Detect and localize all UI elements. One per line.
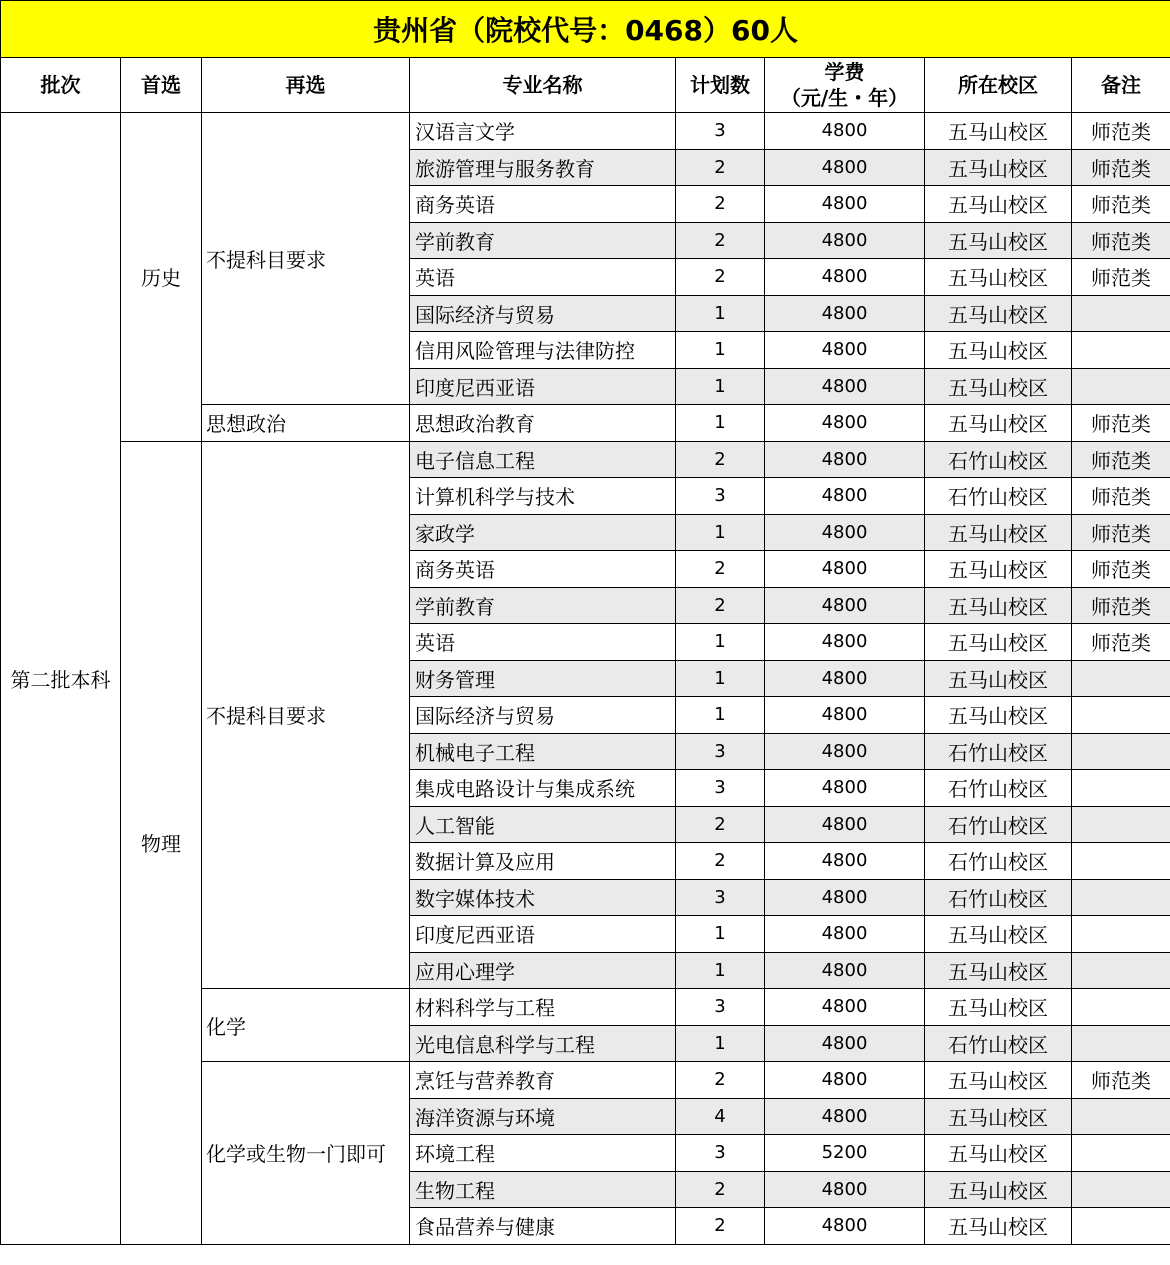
campus-name: 五马山校区 — [925, 624, 1072, 661]
plan-count: 1 — [676, 624, 765, 661]
note-text — [1072, 1098, 1170, 1135]
note-text — [1072, 660, 1170, 697]
campus-name: 石竹山校区 — [925, 770, 1072, 807]
header-tuition-line1: 学费 — [824, 60, 865, 84]
note-text — [1072, 989, 1170, 1026]
campus-name: 石竹山校区 — [925, 441, 1072, 478]
campus-name: 石竹山校区 — [925, 1025, 1072, 1062]
header-major: 专业名称 — [410, 58, 676, 113]
note-text: 师范类 — [1072, 186, 1170, 223]
campus-name: 五马山校区 — [925, 1098, 1072, 1135]
plan-count: 1 — [676, 916, 765, 953]
plan-count: 3 — [676, 770, 765, 807]
major-name: 旅游管理与服务教育 — [410, 149, 676, 186]
note-text: 师范类 — [1072, 514, 1170, 551]
note-text — [1072, 733, 1170, 770]
major-name: 光电信息科学与工程 — [410, 1025, 676, 1062]
major-name: 英语 — [410, 624, 676, 661]
second-choice-history-none: 不提科目要求 — [202, 113, 410, 405]
tuition-value: 4800 — [765, 1098, 925, 1135]
plan-count: 1 — [676, 332, 765, 369]
note-text: 师范类 — [1072, 441, 1170, 478]
campus-name: 五马山校区 — [925, 587, 1072, 624]
table-row — [1, 441, 1170, 478]
campus-name: 五马山校区 — [925, 149, 1072, 186]
plan-count: 2 — [676, 222, 765, 259]
plan-count: 2 — [676, 1171, 765, 1208]
note-text — [1072, 1025, 1170, 1062]
table-row — [1, 113, 1170, 150]
header-row — [1, 58, 1170, 113]
tuition-value: 4800 — [765, 368, 925, 405]
plan-count: 1 — [676, 295, 765, 332]
note-text: 师范类 — [1072, 478, 1170, 515]
note-text — [1072, 1208, 1170, 1245]
campus-name: 五马山校区 — [925, 660, 1072, 697]
major-name: 电子信息工程 — [410, 441, 676, 478]
header-note: 备注 — [1072, 58, 1170, 113]
tuition-value: 4800 — [765, 587, 925, 624]
plan-count: 4 — [676, 1098, 765, 1135]
note-text: 师范类 — [1072, 113, 1170, 150]
note-text: 师范类 — [1072, 259, 1170, 296]
major-name: 人工智能 — [410, 806, 676, 843]
header-first-choice: 首选 — [121, 58, 202, 113]
major-name: 应用心理学 — [410, 952, 676, 989]
tuition-value: 4800 — [765, 186, 925, 223]
tuition-value: 4800 — [765, 952, 925, 989]
major-name: 英语 — [410, 259, 676, 296]
tuition-value: 4800 — [765, 149, 925, 186]
plan-count: 2 — [676, 551, 765, 588]
tuition-value: 4800 — [765, 916, 925, 953]
plan-count: 1 — [676, 660, 765, 697]
major-name: 国际经济与贸易 — [410, 295, 676, 332]
note-text — [1072, 952, 1170, 989]
plan-count: 2 — [676, 1208, 765, 1245]
note-text: 师范类 — [1072, 149, 1170, 186]
campus-name: 五马山校区 — [925, 551, 1072, 588]
first-choice-physics: 物理 — [121, 441, 202, 1244]
note-text — [1072, 1171, 1170, 1208]
note-text: 师范类 — [1072, 222, 1170, 259]
campus-name: 五马山校区 — [925, 514, 1072, 551]
major-name: 印度尼西亚语 — [410, 916, 676, 953]
tuition-value: 4800 — [765, 478, 925, 515]
tuition-value: 4800 — [765, 514, 925, 551]
plan-count: 2 — [676, 186, 765, 223]
plan-count: 1 — [676, 368, 765, 405]
note-text — [1072, 916, 1170, 953]
major-name: 机械电子工程 — [410, 733, 676, 770]
major-name: 学前教育 — [410, 587, 676, 624]
note-text: 师范类 — [1072, 551, 1170, 588]
campus-name: 石竹山校区 — [925, 733, 1072, 770]
campus-name: 五马山校区 — [925, 697, 1072, 734]
campus-name: 五马山校区 — [925, 295, 1072, 332]
major-name: 汉语言文学 — [410, 113, 676, 150]
header-plan: 计划数 — [676, 58, 765, 113]
plan-count: 3 — [676, 113, 765, 150]
second-choice-chemistry: 化学 — [202, 989, 410, 1062]
plan-count: 1 — [676, 514, 765, 551]
tuition-value: 4800 — [765, 259, 925, 296]
major-name: 生物工程 — [410, 1171, 676, 1208]
tuition-value: 5200 — [765, 1135, 925, 1172]
tuition-value: 4800 — [765, 660, 925, 697]
tuition-value: 4800 — [765, 1025, 925, 1062]
batch-cell: 第二批本科 — [1, 113, 121, 1245]
tuition-value: 4800 — [765, 770, 925, 807]
tuition-value: 4800 — [765, 1062, 925, 1099]
plan-count: 3 — [676, 478, 765, 515]
header-tuition — [765, 58, 925, 113]
tuition-value: 4800 — [765, 551, 925, 588]
major-name: 海洋资源与环境 — [410, 1098, 676, 1135]
plan-count: 2 — [676, 1062, 765, 1099]
major-name: 商务英语 — [410, 551, 676, 588]
major-name: 食品营养与健康 — [410, 1208, 676, 1245]
table-body — [1, 113, 1170, 1245]
campus-name: 石竹山校区 — [925, 806, 1072, 843]
campus-name: 五马山校区 — [925, 405, 1072, 442]
plan-count: 1 — [676, 952, 765, 989]
plan-count: 3 — [676, 989, 765, 1026]
second-choice-physics-none: 不提科目要求 — [202, 441, 410, 989]
major-name: 国际经济与贸易 — [410, 697, 676, 734]
campus-name: 五马山校区 — [925, 368, 1072, 405]
major-name: 财务管理 — [410, 660, 676, 697]
major-name: 商务英语 — [410, 186, 676, 223]
plan-count: 1 — [676, 697, 765, 734]
note-text — [1072, 332, 1170, 369]
campus-name: 五马山校区 — [925, 1208, 1072, 1245]
campus-name: 石竹山校区 — [925, 843, 1072, 880]
tuition-value: 4800 — [765, 405, 925, 442]
campus-name: 五马山校区 — [925, 1062, 1072, 1099]
campus-name: 五马山校区 — [925, 222, 1072, 259]
major-name: 计算机科学与技术 — [410, 478, 676, 515]
plan-count: 2 — [676, 259, 765, 296]
note-text — [1072, 368, 1170, 405]
campus-name: 石竹山校区 — [925, 879, 1072, 916]
note-text — [1072, 295, 1170, 332]
note-text — [1072, 806, 1170, 843]
note-text — [1072, 697, 1170, 734]
first-choice-history: 历史 — [121, 113, 202, 442]
major-name: 数据计算及应用 — [410, 843, 676, 880]
campus-name: 五马山校区 — [925, 916, 1072, 953]
major-name: 材料科学与工程 — [410, 989, 676, 1026]
major-name: 家政学 — [410, 514, 676, 551]
tuition-value: 4800 — [765, 697, 925, 734]
campus-name: 五马山校区 — [925, 952, 1072, 989]
plan-count: 3 — [676, 879, 765, 916]
major-name: 信用风险管理与法律防控 — [410, 332, 676, 369]
major-name: 学前教育 — [410, 222, 676, 259]
plan-count: 2 — [676, 149, 765, 186]
tuition-value: 4800 — [765, 1171, 925, 1208]
note-text: 师范类 — [1072, 405, 1170, 442]
tuition-value: 4800 — [765, 989, 925, 1026]
campus-name: 五马山校区 — [925, 1135, 1072, 1172]
campus-name: 五马山校区 — [925, 989, 1072, 1026]
major-name: 数字媒体技术 — [410, 879, 676, 916]
tuition-value: 4800 — [765, 441, 925, 478]
note-text — [1072, 770, 1170, 807]
tuition-value: 4800 — [765, 332, 925, 369]
tuition-value: 4800 — [765, 295, 925, 332]
major-name: 集成电路设计与集成系统 — [410, 770, 676, 807]
plan-count: 2 — [676, 843, 765, 880]
plan-count: 2 — [676, 806, 765, 843]
note-text — [1072, 1135, 1170, 1172]
table-title: 贵州省（院校代号：0468）60人 — [1, 1, 1170, 58]
tuition-value: 4800 — [765, 879, 925, 916]
note-text — [1072, 879, 1170, 916]
tuition-value: 4800 — [765, 113, 925, 150]
note-text: 师范类 — [1072, 587, 1170, 624]
tuition-value: 4800 — [765, 733, 925, 770]
major-name: 印度尼西亚语 — [410, 368, 676, 405]
note-text — [1072, 843, 1170, 880]
campus-name: 石竹山校区 — [925, 478, 1072, 515]
note-text: 师范类 — [1072, 624, 1170, 661]
second-choice-chem-or-bio: 化学或生物一门即可 — [202, 1062, 410, 1245]
tuition-value: 4800 — [765, 222, 925, 259]
plan-count: 3 — [676, 733, 765, 770]
campus-name: 五马山校区 — [925, 332, 1072, 369]
campus-name: 五马山校区 — [925, 113, 1072, 150]
campus-name: 五马山校区 — [925, 1171, 1072, 1208]
header-second-choice: 再选 — [202, 58, 410, 113]
campus-name: 五马山校区 — [925, 259, 1072, 296]
tuition-value: 4800 — [765, 843, 925, 880]
note-text: 师范类 — [1072, 1062, 1170, 1099]
major-name: 环境工程 — [410, 1135, 676, 1172]
major-name: 思想政治教育 — [410, 405, 676, 442]
major-name: 烹饪与营养教育 — [410, 1062, 676, 1099]
plan-count: 3 — [676, 1135, 765, 1172]
tuition-value: 4800 — [765, 806, 925, 843]
plan-count: 2 — [676, 587, 765, 624]
header-tuition-line2: （元/生・年） — [780, 86, 909, 110]
plan-count: 1 — [676, 1025, 765, 1062]
header-campus: 所在校区 — [925, 58, 1072, 113]
tuition-value: 4800 — [765, 1208, 925, 1245]
tuition-value: 4800 — [765, 624, 925, 661]
plan-count: 2 — [676, 441, 765, 478]
plan-count: 1 — [676, 405, 765, 442]
header-batch: 批次 — [1, 58, 121, 113]
campus-name: 五马山校区 — [925, 186, 1072, 223]
second-choice-politics: 思想政治 — [202, 405, 410, 442]
